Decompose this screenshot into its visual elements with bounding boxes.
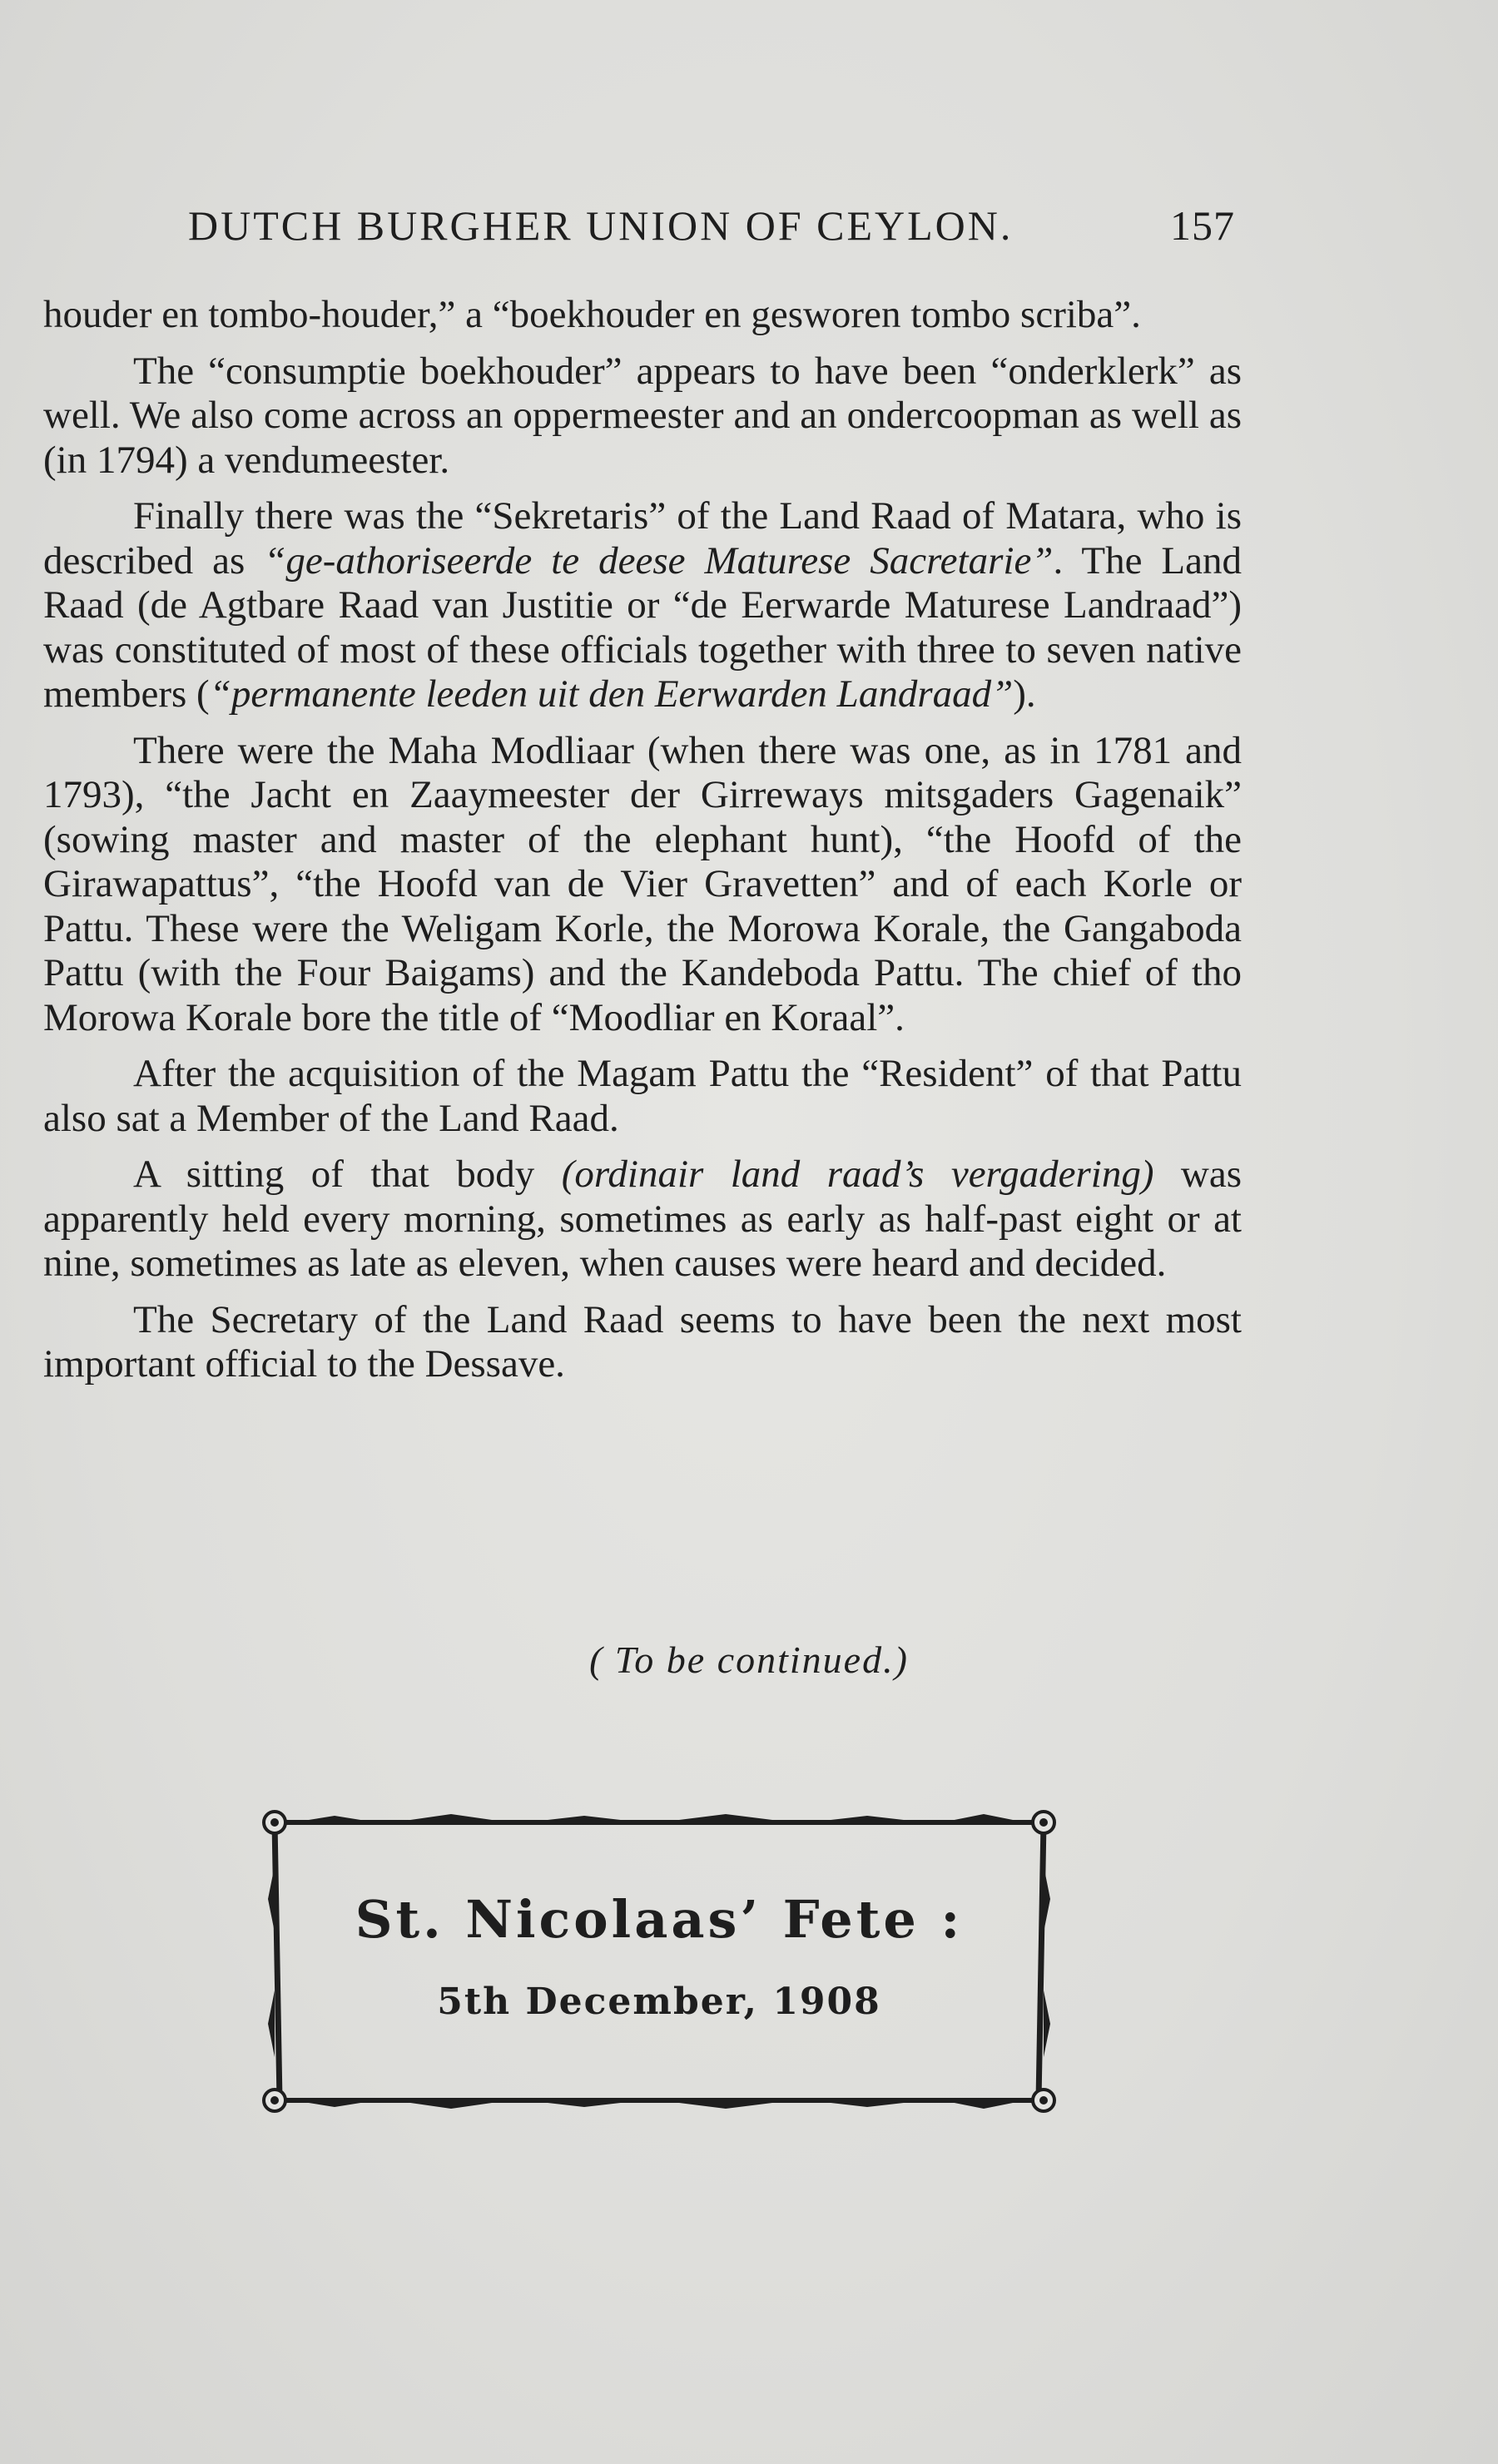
journal-title: DUTCH BURGHER UNION OF CEYLON.	[188, 202, 1014, 249]
paragraph-7: The Secretary of the Land Raad seems to have been the next most important official to the Dessave.	[43, 1297, 1242, 1386]
paragraph-3-italic-quote-2: “permanente leeden uit den Eerwarden Landraad”	[209, 672, 1014, 716]
notice-frame	[260, 1807, 1059, 2115]
paragraph-6-text-b: was apparently held every morning, sometimes as early as half-past eight or at nine, sometimes as late as eleven, when causes were heard and decided.	[43, 1153, 1242, 1285]
paragraph-5: After the acquisition of the Magam Pattu the “Resident” of that Pattu also sat a Member of the Land Raad.	[43, 1052, 1242, 1140]
to-be-continued-note: ( To be continued.)	[589, 1639, 909, 1681]
notice-date: 5th December, 1908	[437, 1981, 881, 2023]
ornamental-border-icon	[260, 1807, 1059, 2115]
paragraph-6-text-a: A sitting of that body	[133, 1153, 562, 1196]
paragraph-6-italic: (ordinair land raad’s vergadering)	[561, 1153, 1154, 1196]
notice-title: St. Nicolaas’ Fete :	[355, 1889, 964, 1950]
paragraph-2: The “consumptie boekhouder” appears to have been “onderklerk” as well. We also come across an oppermeester and an ondercoopman as well as (in 1794) a vendumeester.	[43, 349, 1242, 482]
page-number: 157	[1170, 202, 1235, 249]
paragraph-6	[43, 1153, 1242, 1287]
paragraph-3-text-a: Finally there was the “Sekretaris” of the Land Raad of Matara, who is described as	[43, 494, 1242, 583]
paragraph-3-italic-quote-1: “ge-athoriseerde te deese Maturese Sacretarie”	[264, 538, 1054, 583]
paragraph-1: houder en tombo-houder,” a “boekhouder en gesworen tombo scriba”.	[43, 293, 1141, 336]
article-body	[43, 293, 1242, 1399]
running-header	[188, 201, 1235, 260]
paragraph-3-text-c: ).	[1013, 672, 1036, 716]
paragraph-3	[43, 494, 1242, 717]
paragraph-4: There were the Maha Modliaar (when there was one, as in 1781 and 1793), “the Jacht en Zaaymeester der Girreways mitsgaders Gagenaik” (sowing master and master of the elephant hunt), “the Hoofd of the Girawapattus”, “the Hoofd van de Vier Gravetten” and of each Korle or Pattu. These were the Weligam Korle, the Morowa Korale, the Gangaboda Pattu (with the Four Baigams) and the Kandeboda Pattu. The chief of tho Morowa Korale bore the title of “Moodliar en Koraal”.	[43, 728, 1242, 1039]
paragraph-3-text-b: . The Land Raad (de Agtbare Raad van Justitie or “de Eerwarde Maturese Landraad”) was constituted of most of these officials together with three to seven native members (	[43, 538, 1242, 716]
